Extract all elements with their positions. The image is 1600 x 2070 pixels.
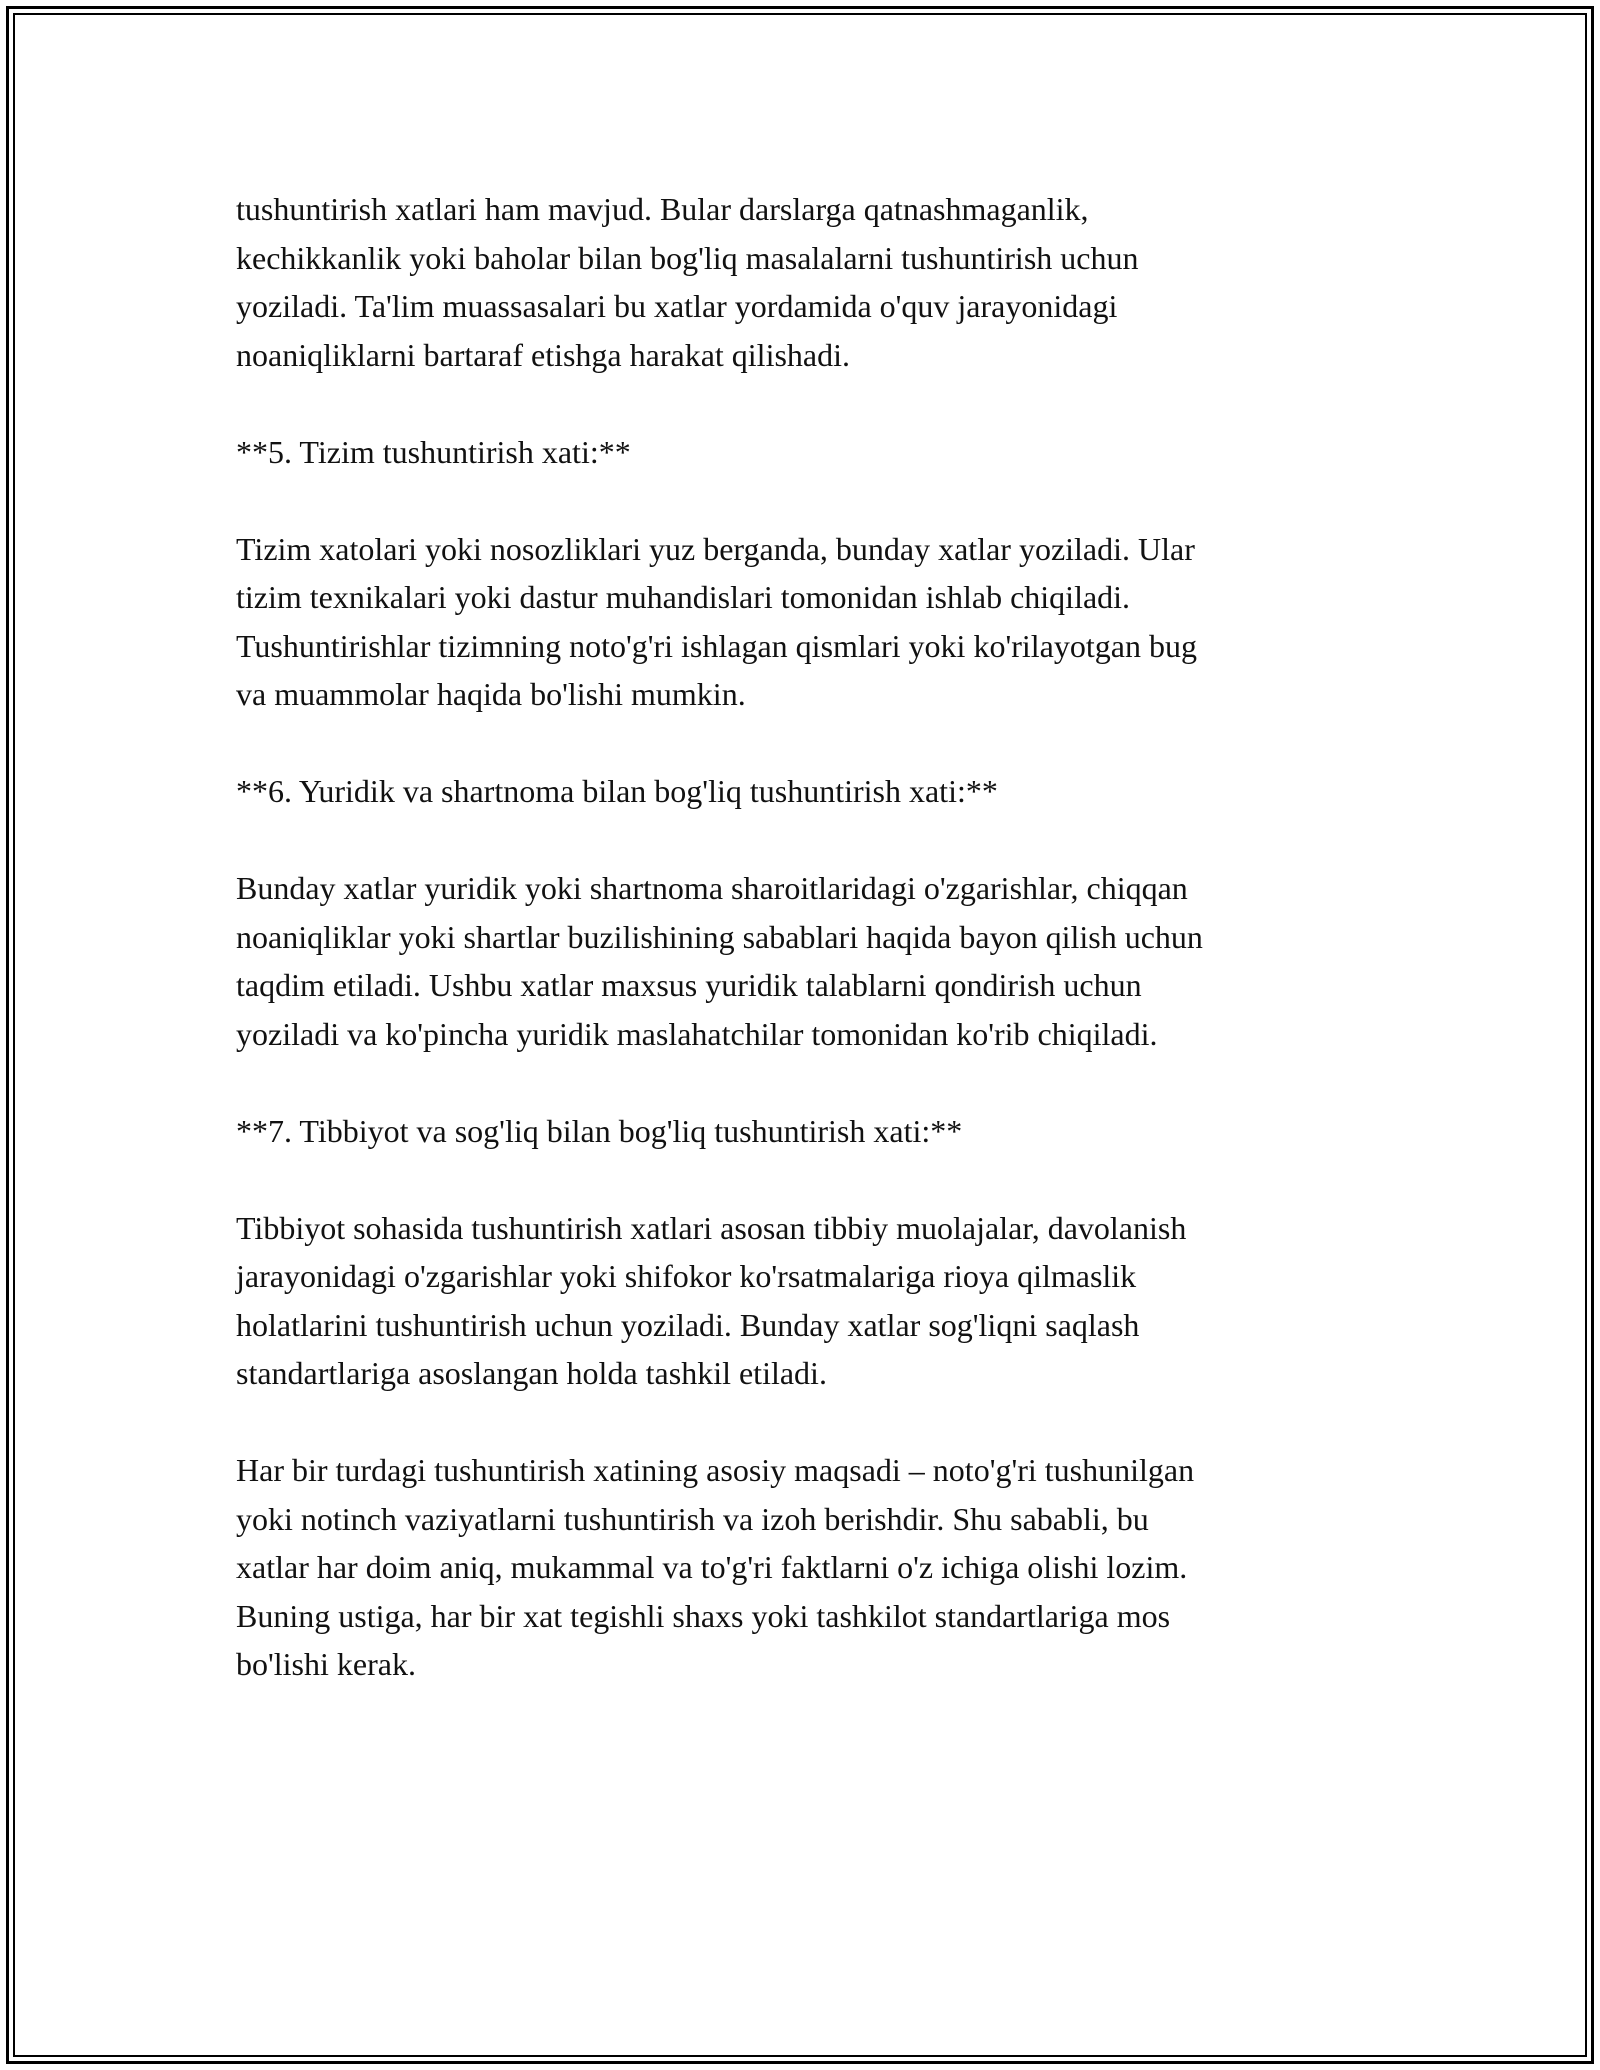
paragraph-spacer (236, 1155, 1366, 1204)
paragraph-legal (236, 864, 1366, 1058)
heading-text: **7. Tibbiyot va sog'liq bilan bog'liq tushuntirish xati:** (236, 1112, 963, 1149)
text-line: va muammolar haqida bo'lishi mumkin. (236, 676, 746, 712)
text-line: Buning ustiga, har bir xat tegishli shaxs yoki tashkilot standartlariga mos (236, 1597, 1171, 1634)
paragraph-spacer (236, 719, 1366, 768)
section-heading-6 (236, 767, 1366, 816)
section-heading-7 (236, 1107, 1366, 1156)
section-heading-5 (236, 428, 1366, 477)
text-line: yoziladi. Ta'lim muassasalari bu xatlar yordamida o'quv jarayonidagi (236, 288, 1118, 324)
text-line: Tizim xatolari yoki nosozliklari yuz berganda, bunday xatlar yoziladi. Ular (236, 530, 1195, 567)
paragraph-spacer (236, 1398, 1366, 1447)
text-line: tizim texnikalari yoki dastur muhandislari tomonidan ishlab chiqiladi. (236, 579, 1131, 615)
text-line: Tushuntirishlar tizimning noto'g'ri ishlagan qismlari yoki ko'rilayotgan bug (236, 627, 1197, 664)
heading-text: **6. Yuridik va shartnoma bilan bog'liq tushuntirish xati:** (236, 773, 998, 809)
document-body (236, 185, 1366, 1689)
text-line: Har bir turdagi tushuntirish xatining asosiy maqsadi – noto'g'ri tushunilgan (236, 1452, 1195, 1488)
paragraph-spacer (236, 816, 1366, 865)
text-line: noaniqliklarni bartaraf etishga harakat qilishadi. (236, 336, 850, 373)
text-line: xatlar har doim aniq, mukammal va to'g'ri faktlarni o'z ichiga olishi lozim. (236, 1549, 1188, 1585)
text-line: noaniqliklar yoki shartlar buzilishining sabablari haqida bayon qilish uchun (236, 918, 1203, 955)
paragraph-spacer (236, 379, 1366, 428)
text-line: standartlariga asoslangan holda tashkil etiladi. (236, 1355, 827, 1391)
paragraph-spacer (236, 1058, 1366, 1107)
text-line: jarayonidagi o'zgarishlar yoki shifokor ko'rsatmalariga rioya qilmaslik (236, 1258, 1137, 1294)
paragraph-spacer (236, 476, 1366, 525)
paragraph-system (236, 525, 1366, 719)
text-line: bo'lishi kerak. (236, 1646, 416, 1682)
text-line: yoziladi va ko'pincha yuridik maslahatchilar tomonidan ko'rib chiqiladi. (236, 1015, 1158, 1052)
paragraph-medical (236, 1204, 1366, 1398)
heading-text: **5. Tizim tushuntirish xati:** (236, 433, 631, 470)
text-line: Tibbiyot sohasida tushuntirish xatlari asosan tibbiy muolajalar, davolanish (236, 1209, 1187, 1246)
text-line: holatlarini tushuntirish uchun yoziladi. Bunday xatlar sog'liqni saqlash (236, 1306, 1140, 1343)
text-line: kechikkanlik yoki baholar bilan bog'liq masalalarni tushuntirish uchun (236, 239, 1139, 276)
text-line: yoki notinch vaziyatlarni tushuntirish va izoh berishdir. Shu sababli, bu (236, 1500, 1149, 1537)
paragraph-conclusion (236, 1446, 1366, 1689)
text-line: taqdim etiladi. Ushbu xatlar maxsus yuridik talablarni qondirish uchun (236, 967, 1142, 1003)
text-line: Bunday xatlar yuridik yoki shartnoma sharoitlaridagi o'zgarishlar, chiqqan (236, 870, 1188, 906)
paragraph-intro-continued (236, 185, 1366, 379)
text-line: tushuntirish xatlari ham mavjud. Bular darslarga qatnashmaganlik, (236, 191, 1089, 227)
